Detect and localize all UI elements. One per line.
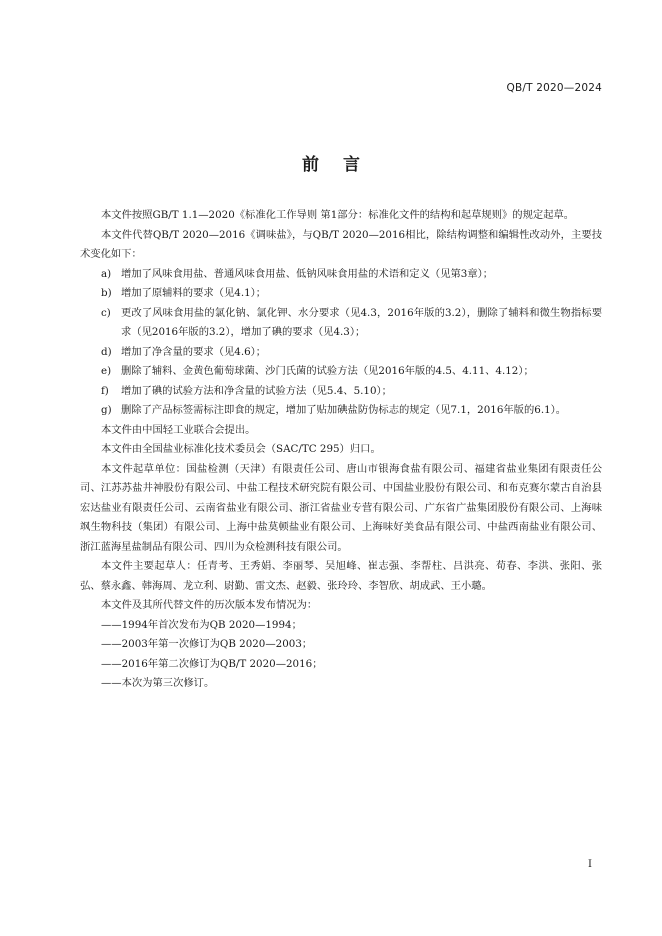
change-text: 更改了风味食用盐的氯化钠、氯化钾、水分要求（见4.3，2016年版的3.2），删除了辅料和微生物指标要求（见2016年版的3.2），增加了碘的要求（见4.3）； <box>121 306 602 338</box>
list-marker: d) <box>101 345 112 358</box>
change-text: 增加了碘的试验方法和净含量的试验方法（见5.4、5.10）； <box>121 384 392 397</box>
main-drafters: 本文件主要起草人：任青考、王秀娟、李丽琴、吴旭峰、崔志强、李帮柱、吕洪亮、荀春、李洪、张阳、张弘、蔡永鑫、韩海周、龙立利、尉勤、雷文杰、赵毅、张玲玲、李智欣、胡成武、王小璐。 <box>80 560 602 592</box>
intro-paragraph: 本文件代替QB/T 2020—2016《调味盐》，与QB/T 2020—2016相比，除结构调整和编辑性改动外，主要技术变化如下： <box>80 228 602 260</box>
list-marker: a) <box>101 267 112 280</box>
page-title: 前言 <box>302 155 384 175</box>
change-item <box>80 265 602 285</box>
list-marker: g) <box>101 404 112 416</box>
list-marker: f) <box>101 384 109 397</box>
change-text: 删除了辅料、金黄色葡萄球菌、沙门氏菌的试验方法（见2016年版的4.5、4.11、4.12）； <box>121 365 534 377</box>
committee-statement: 本文件由全国盐业标准化技术委员会（SAC/TC 295）归口。 <box>101 443 381 455</box>
intro-paragraph: 本文件按照GB/T 1.1—2020《标准化工作导则 第1部分：标准化文件的结构和起草规则》的规定起草。 <box>101 209 575 221</box>
history-entry: ——本次为第三次修订。 <box>101 677 215 689</box>
change-item <box>80 382 602 402</box>
history-entry: ——2003年第一次修订为QB 2020—2003； <box>101 638 313 650</box>
history-entry: ——2016年第二次修订为QB/T 2020—2016； <box>101 657 323 670</box>
history-intro: 本文件及其所代替文件的历次版本发布情况为： <box>101 599 318 611</box>
list-marker: b) <box>101 287 112 299</box>
page-number: I <box>588 859 592 870</box>
list-marker: c) <box>101 306 111 319</box>
list-marker: e) <box>101 365 112 377</box>
document-code: QB/T 2020—2024 <box>506 82 602 94</box>
change-item <box>80 304 602 343</box>
proposer-statement: 本文件由中国轻工业联合会提出。 <box>101 423 256 436</box>
change-text: 删除了产品标签需标注即食的规定，增加了贴加碘盐防伪标志的规定（见7.1，2016年版的6.1）。 <box>121 404 567 416</box>
drafting-organizations: 本文件起草单位：国盐检测（天津）有限责任公司、唐山市银海食盐有限公司、福建省盐业集团有限责任公司、江苏苏盐井神股份有限公司、中盐工程技术研究院有限公司、中国盐业股份有限公司、和布克赛尔蒙古自治县宏达盐业有限责任公司、云南省盐业有限公司、浙江省盐业专营有限公司、广东省广盐集团股份有限公司、上海味飒生物科技（集团）有限公司、上海中盐莫顿盐业有限公司、上海味好美食品有限公司、中盐西南盐业有限公司、浙江蓝海星盐制品有限公司、四川为众检测科技有限公司。 <box>80 462 602 553</box>
change-item <box>80 284 602 304</box>
history-entry: ——1994年首次发布为QB 2020—1994； <box>101 618 302 631</box>
change-text: 增加了风味食用盐、普通风味食用盐、低钠风味食用盐的术语和定义（见第3章）； <box>121 267 494 280</box>
change-item <box>80 343 602 363</box>
change-item <box>80 362 602 382</box>
foreword-body <box>80 206 602 694</box>
change-item <box>80 401 602 421</box>
change-text: 增加了原辅料的要求（见4.1）； <box>121 287 267 299</box>
change-text: 增加了净含量的要求（见4.6）； <box>121 345 267 358</box>
